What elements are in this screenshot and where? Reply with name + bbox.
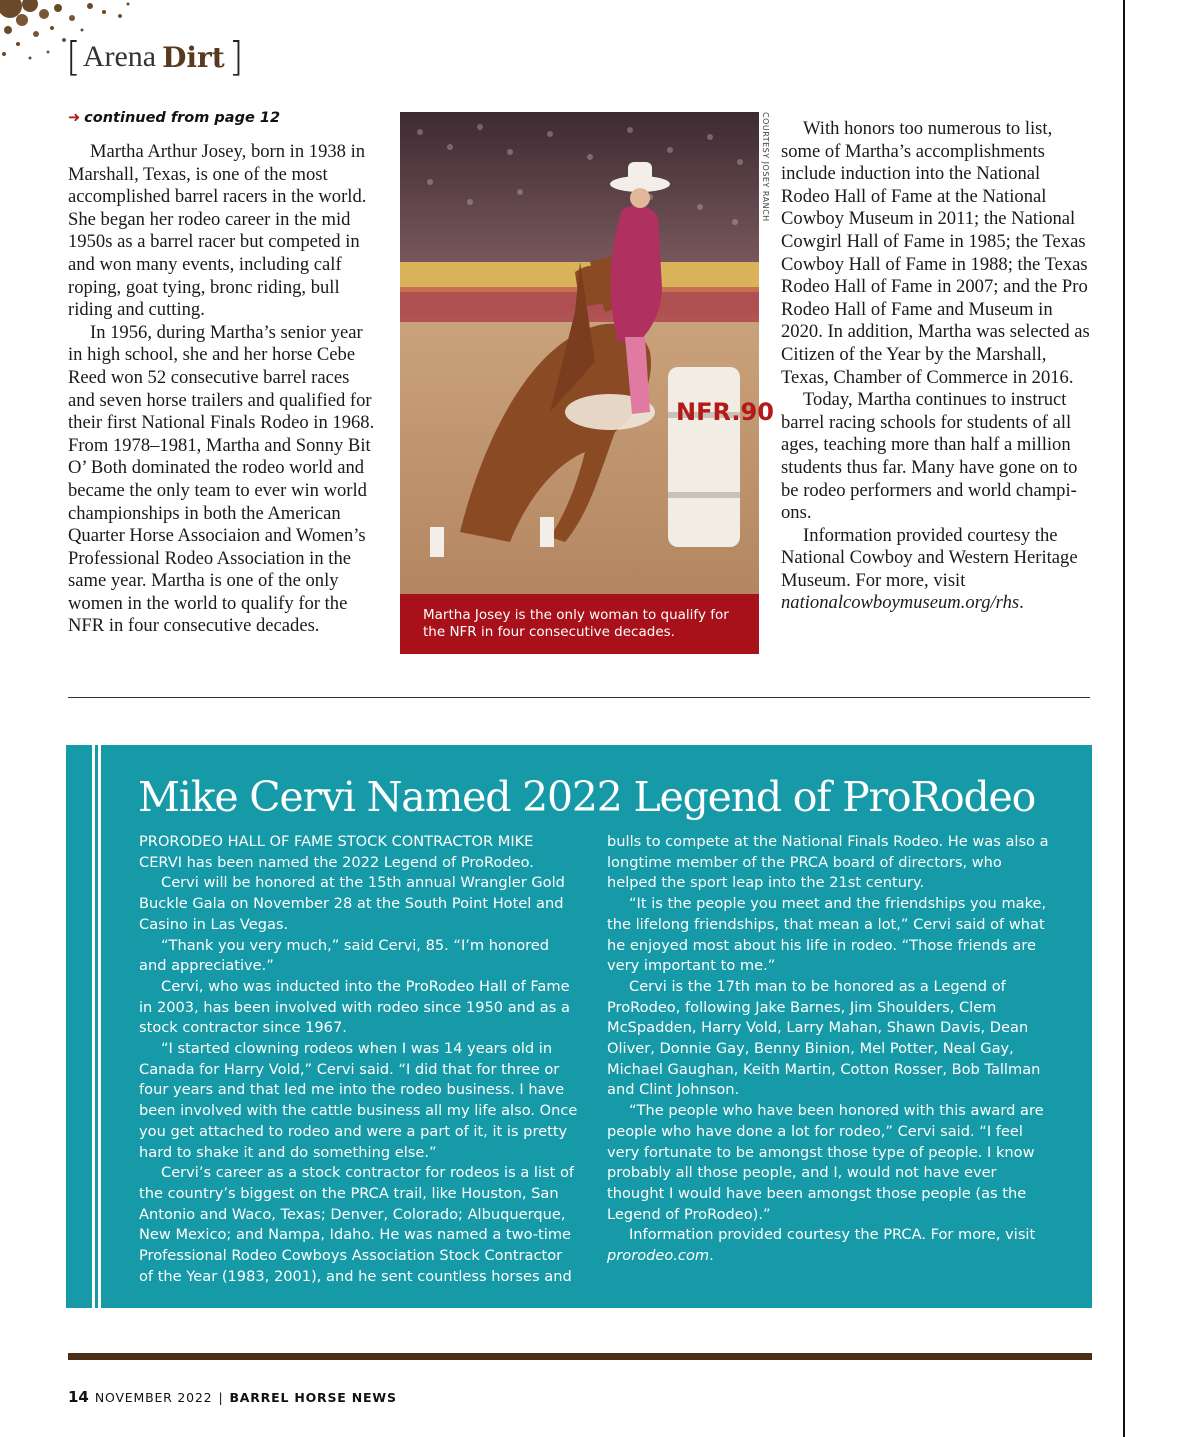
continued-label: continued from page 12: [84, 110, 281, 126]
footer-rule: [68, 1353, 1092, 1360]
cervi-paragraph: “I started clowning rodeos when I was 14 years old in Canada for Harry Vold,” Cervi said. “I did that for three or four years and that led me into the rodeo business. I have been involved with the cattle business all my life also. Once you get attached to rodeo and were a part of it, it is pretty hard to shake it and do something else.”: [139, 1040, 578, 1161]
arrow-right-icon: ➜: [68, 110, 81, 126]
cervi-paragraph: “It is the people you meet and the friendships you make, the lifelong friendships, that mean a lot,” Cervi said of what he enjoyed most about his life in rodeo. “Those friends are very important to me.”: [607, 895, 1047, 975]
barrel-label: NFR.90: [676, 398, 774, 426]
article1-paragraph: Today, Martha continues to instruct barrel racing schools for students of all ages, teaching more than half a million students thus far. Many have gone on to be rodeo performers and world champi-ons.: [781, 389, 1078, 524]
sidebar-stripes: [66, 745, 106, 1308]
section-header-dirt: Dirt: [162, 40, 225, 74]
cervi-paragraph: Cervi’s career as a stock contractor for rodeos is a list of the country’s biggest on the PRCA trail, like Houston, San Antonio and Waco, Texas; Denver, Colorado; Albuquerque, New Mexico; and Nampa, Idaho. He was named a two-time Professional Rodeo Cowboys Association Stock Contractor of the Year (1983, 2001), and he sent countless horses and: [139, 1164, 575, 1285]
section-header: [66, 33, 244, 81]
cervi-paragraph: bulls to compete at the National Finals Rodeo. He was also a longtime member of the PRCA board of directors, who helped the sport leap into the 21st century.: [607, 833, 1049, 892]
cervi-info-end: .: [709, 1247, 714, 1265]
page-number: 14: [68, 1388, 89, 1406]
cervi-info-text: Information provided courtesy the PRCA. For more, visit: [629, 1226, 1036, 1244]
section-divider: [68, 697, 1090, 698]
section-header-bracket-open: [: [66, 33, 81, 81]
article1-paragraph: With honors too numerous to list, some of Martha’s accomplishments include induction into the National Rodeo Hall of Fame at the National Cowboy Museum in 2011; the National Cowgirl Hall of Fame in 1985; the Texas Cowboy Hall of Fame in 1988; the Texas Rodeo Hall of Fame in 2007; and the Pro Rodeo Hall of Fame and Museum in 2020. In addition, Martha was selected as Citizen of the Year by the Marshall, Texas, Chamber of Commerce in 2016.: [781, 118, 1090, 388]
photo-credit-text: COURTESY JOSEY RANCH: [761, 112, 770, 222]
cervi-paragraph: “The people who have been honored with this award are people who have done a lot for rodeo,” Cervi said. “I feel very fortunate to be amongst those type of people. I know probably all those people, and I, would not have ever thought I would have been amongst those people (as the Legend of ProRodeo).”: [607, 1102, 1044, 1223]
museum-link[interactable]: nationalcowboymuseum.org/rhs: [781, 592, 1020, 614]
cervi-info-paragraph: [607, 1225, 1053, 1266]
article1-info-paragraph: [781, 525, 1093, 615]
cervi-column-1: [139, 832, 579, 1287]
cervi-paragraph: “Thank you very much,” said Cervi, 85. “I’m honored and appreciative.”: [139, 936, 550, 975]
magazine-name: BARREL HORSE NEWS: [229, 1390, 397, 1405]
footer-separator: |: [218, 1390, 224, 1405]
issue-date: NOVEMBER 2022: [94, 1390, 213, 1405]
photo-credit: [758, 112, 772, 232]
article1-info-end: .: [1019, 592, 1024, 614]
photo-caption: Martha Josey is the only woman to qualify for the NFR in four consecutive decades.: [400, 594, 759, 654]
article1-paragraph: In 1956, during Martha’s senior year in high school, she and her horse Cebe Reed won 52 consecutive barrel races and seven horse trailers and qualified for their first National Finals Rodeo in 1968. From 1978–1981, Martha and Sonny Bit O’ Both dominated the rodeo world and became the only team to ever win world championships in both the American Quarter Horse Associaion and Women’s Professional Rodeo Association in the same year. Martha is one of the only women in the world to qualify for the NFR in four consecutive decades.: [68, 321, 375, 637]
continued-note: [68, 110, 280, 126]
page-footer: [68, 1388, 397, 1406]
cervi-column-2: [607, 832, 1053, 1267]
article1-info-text: Information provided courtesy the National Cowboy and Western Heritage Museum. For more, visit: [781, 524, 1078, 591]
cervi-paragraph: Cervi will be honored at the 15th annual Wrangler Gold Buckle Gala on November 28 at the South Point Hotel and Casino in Las Vegas.: [139, 874, 565, 933]
article1-column-3: [781, 118, 1093, 615]
page-edge-rule: [1123, 0, 1125, 1437]
prorodeo-link[interactable]: prorodeo.com: [607, 1247, 710, 1265]
cervi-sidebar-box: [66, 745, 1092, 1308]
cervi-paragraph: Cervi is the 17th man to be honored as a Legend of ProRodeo, following Jake Barnes, Jim Shoulders, Clem McSpadden, Harry Vold, Larry Mahan, Shawn Davis, Dean Oliver, Donnie Gay, Benny Binion, Mel Potter, Neal Gay, Michael Gaughan, Keith Martin, Cotton Rosser, Bob Tallman and Clint Johnson.: [607, 977, 1041, 1099]
section-header-bracket-close: ]: [228, 33, 244, 81]
article1-column-1: [68, 141, 376, 638]
article1-paragraph: Martha Arthur Josey, born in 1938 in Marshall, Texas, is one of the most accomplished barrel racers in the world. She began her rodeo career in the mid 1950s as a barrel racer but competed in and won many events, including calf roping, goat tying, bronc riding, bull riding and cutting.: [68, 141, 367, 321]
cervi-paragraph: PRORODEO HALL OF FAME STOCK CONTRACTOR MIKE CERVI has been named the 2022 Legend of ProRodeo.: [139, 833, 534, 871]
section-header-arena: Arena: [82, 40, 157, 73]
cervi-headline: Mike Cervi Named 2022 Legend of ProRodeo: [138, 773, 1036, 821]
cervi-paragraph: Cervi, who was inducted into the ProRodeo Hall of Fame in 2003, has been involved with rodeo since 1950 and as a stock contractor since 1967.: [139, 977, 570, 1037]
